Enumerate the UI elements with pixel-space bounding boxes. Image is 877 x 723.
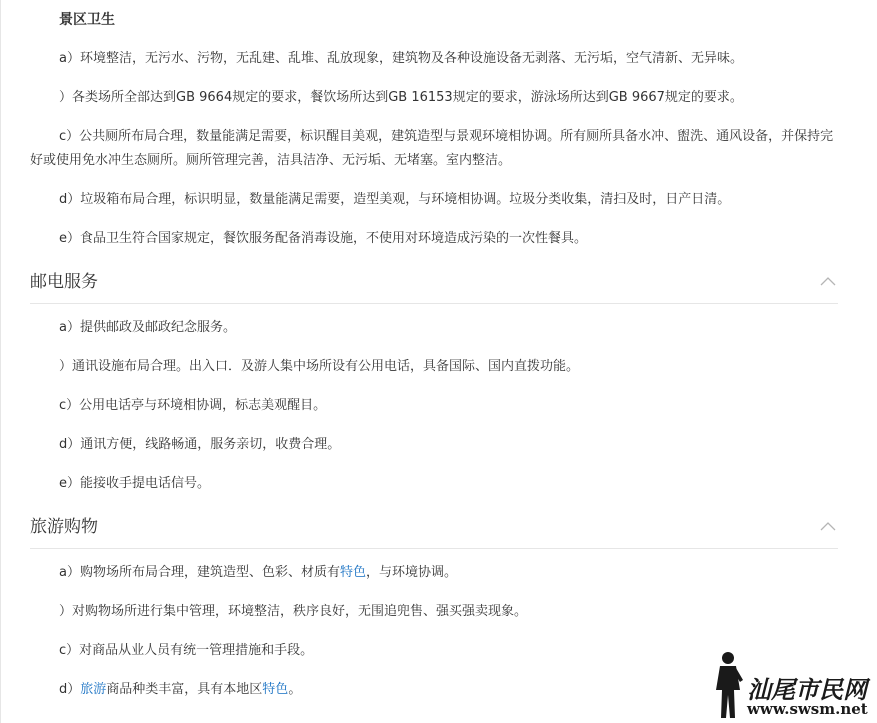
hygiene-item-a: a）环境整洁，无污水、污物，无乱建、乱堆、乱放现象，建筑物及各种设施设备无剥落、无污垢，空气清新、无异味。	[59, 51, 743, 66]
link-lvyou[interactable]: 旅游	[80, 682, 107, 697]
watermark-site-name: 汕尾市民网	[747, 675, 867, 704]
postal-item-b: ）通讯设施布局合理。出入口．及游人集中场所设有公用电话，具备国际、国内直拨功能。	[59, 359, 580, 374]
shopping-item-a-text: a）购物场所布局合理，建筑造型、色彩、材质有	[59, 565, 340, 580]
postal-item-a: a）提供邮政及邮政纪念服务。	[59, 320, 236, 335]
shopping-item-c: c）对商品从业人员有统一管理措施和手段。	[59, 643, 314, 658]
postal-item-c: c）公用电话亭与环境相协调，标志美观醒目。	[59, 398, 327, 413]
shopping-item-d-end: 。	[288, 682, 302, 697]
postal-item-e: e）能接收手提电话信号。	[59, 476, 210, 491]
chevron-up-icon[interactable]	[820, 520, 836, 532]
subheading-hygiene: 景区卫生	[59, 12, 115, 28]
shopping-item-d-prefix: d）	[59, 682, 81, 697]
hygiene-item-b: ）各类场所全部达到GB 9664规定的要求，餐饮场所达到GB 16153规定的要求，游泳场所达到GB 9667规定的要求。	[59, 90, 743, 105]
section-title-postal: 邮电服务	[30, 272, 98, 292]
watermark-logo	[713, 650, 873, 720]
shopping-item-a	[30, 561, 838, 585]
section-title-shopping: 旅游购物	[30, 517, 98, 537]
person-silhouette-icon	[713, 650, 745, 720]
watermark-url: www.swsm.net	[747, 700, 868, 718]
shopping-item-a-text-end: ，与环境协调。	[365, 565, 457, 580]
link-tese-2[interactable]: 特色	[262, 682, 289, 697]
postal-item-d: d）通讯方便，线路畅通，服务亲切，收费合理。	[59, 437, 341, 452]
section-header-shopping	[30, 512, 838, 549]
left-border	[0, 0, 1, 723]
hygiene-item-e: e）食品卫生符合国家规定，餐饮服务配备消毒设施，不使用对环境造成污染的一次性餐具。	[59, 231, 587, 246]
shopping-item-b: ）对购物场所进行集中管理，环境整洁，秩序良好，无围追兜售、强买强卖现象。	[59, 604, 528, 619]
hygiene-item-c: c）公共厕所布局合理，数量能满足需要，标识醒目美观，建筑造型与景观环境相协调。所有厕所具备水冲、盥洗、通风设备，并保持完好或使用免水冲生态厕所。厕所管理完善，洁具洁净、无污垢、无堵塞。室内整洁。	[30, 129, 834, 168]
link-tese[interactable]: 特色	[339, 565, 366, 580]
section-header-postal	[30, 267, 838, 304]
shopping-item-d-text: 商品种类丰富，具有本地区	[106, 682, 263, 697]
hygiene-item-d: d）垃圾箱布局合理，标识明显，数量能满足需要，造型美观，与环境相协调。垃圾分类收集，清扫及时，日产日清。	[59, 192, 731, 207]
chevron-up-icon[interactable]	[820, 275, 836, 287]
